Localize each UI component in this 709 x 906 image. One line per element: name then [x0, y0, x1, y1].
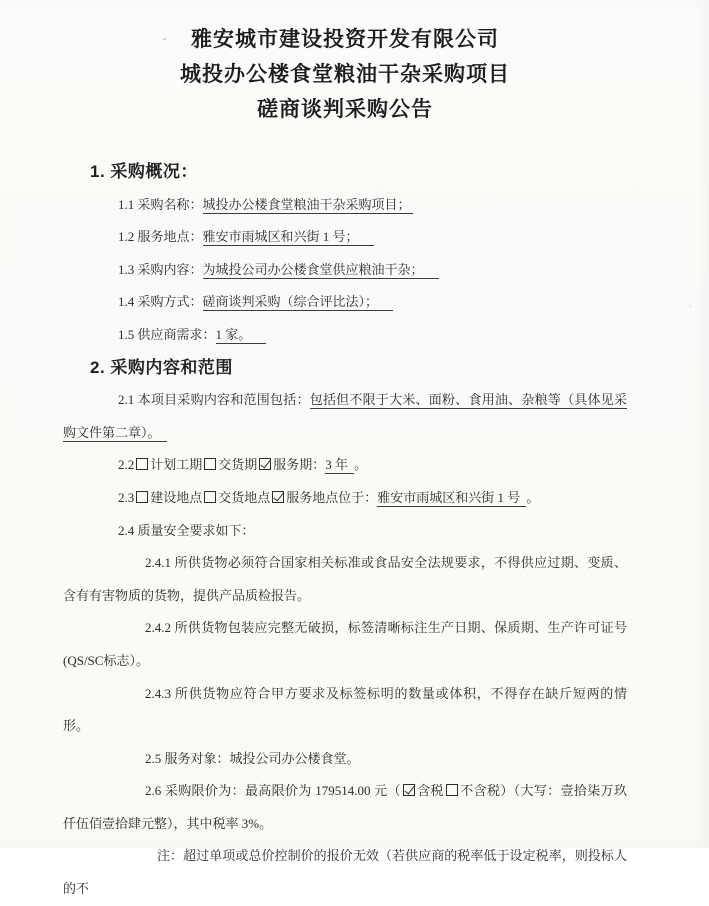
item-text: 不含税）（大写：壹拾柒万玖仟伍佰壹拾肆元整），其中税率 3%。: [63, 783, 627, 831]
item-text: 2.2: [118, 457, 135, 473]
item-label: 1.4 采购方式：: [118, 294, 203, 310]
item-label: 2.1 本项目采购内容和范围包括：: [118, 392, 310, 408]
item-text: 服务地点位于：: [286, 489, 378, 505]
delivery-period-checkbox-unchecked-icon: [204, 458, 216, 470]
item-2-4-3-quantity: 2.4.3 所供货物应符合甲方要求及标签标明的数量或体积，不得存在缺斤短两的情形。: [63, 685, 627, 734]
tax-included-checkbox-checked-icon: [403, 784, 415, 796]
item-procurement-content: [63, 254, 627, 287]
scan-speck: [689, 305, 691, 307]
item-label: 1.2 服务地点：: [118, 229, 203, 245]
item-text: 建设地点: [150, 489, 203, 505]
item-text: 2.3: [118, 489, 135, 505]
item-2-4-1-food-safety: 2.4.1 所供货物必须符合国家相关标准或食品安全法规要求，不得供应过期、变质、含有有害物质的货物，提供产品质检报告。: [63, 555, 627, 603]
item-value-underlined: 为城投公司办公楼食堂供应粮油干杂；: [203, 262, 439, 279]
item-supplier-demand: [63, 319, 627, 352]
item-value-underlined: 雅安市雨城区和兴街 1 号: [377, 490, 526, 507]
item-value-underlined: 1 家。: [216, 327, 267, 344]
document-title-block: [63, 0, 627, 127]
scan-speck: [163, 38, 166, 40]
note-price-control: 注：超过单项或总价控制价的报价无效（若供应商的税率低于设定税率，则投标人的不: [63, 848, 627, 897]
item-label: 1.3 采购内容：: [118, 261, 203, 277]
item-2-6-price-limit: [63, 775, 627, 840]
item-text: 。: [526, 489, 540, 505]
item-2-1-scope: [63, 384, 627, 449]
item-text: 交货地点: [218, 489, 271, 505]
item-value-underlined: 城投办公楼食堂粮油干杂采购项目；: [202, 196, 411, 212]
item-value-underlined: 雅安市雨城区和兴街 1 号；: [203, 229, 374, 246]
item-2-4-2-packaging: 2.4.2 所供货物包装应完整无破损，标签清晰标注生产日期、保质期、生产许可证号(QS/SC标志）。: [63, 620, 627, 668]
service-period-checkbox-checked-icon: [259, 458, 271, 470]
item-value-underlined: 磋商谈判采购（综合评比法）；: [203, 294, 394, 311]
tax-excluded-checkbox-unchecked-icon: [446, 784, 458, 796]
delivery-site-checkbox-unchecked-icon: [204, 491, 216, 503]
section-1-heading: 1. 采购概况：: [90, 162, 198, 181]
item-service-location: [63, 221, 627, 254]
section-procurement-overview: [63, 156, 627, 352]
doc-title-project: 城投办公楼食堂粮油干杂采购项目: [180, 62, 510, 86]
construction-site-checkbox-unchecked-icon: [136, 491, 148, 503]
item-2-2-service-period: [63, 449, 627, 482]
item-text: 2.6 采购限价为：最高限价为 179514.00 元（: [145, 783, 401, 799]
item-text: 。: [354, 457, 368, 473]
item-label: 1.1 采购名称：: [118, 196, 203, 212]
item-text: 含税: [416, 783, 444, 799]
doc-title-company: 雅安城市建设投资开发有限公司: [191, 27, 499, 51]
item-value-underlined: 包括但不限于大米、面粉、食用油、杂粮等（具体见采购文件第二章）。: [63, 392, 627, 440]
item-2-3-service-site: [63, 482, 627, 515]
item-value-underlined: 3 年: [325, 457, 354, 474]
section-2-heading: 2. 采购内容和范围: [90, 357, 233, 377]
item-text: 交货期: [218, 457, 258, 473]
item-procurement-name: [63, 189, 627, 222]
service-site-checkbox-checked-icon: [272, 491, 284, 503]
doc-title-notice-type: 磋商谈判采购公告: [257, 97, 433, 121]
item-2-4-quality-requirements: 2.4 质量安全要求如下：: [118, 522, 255, 538]
planned-duration-checkbox-unchecked-icon: [136, 458, 148, 470]
item-procurement-method: [63, 286, 627, 319]
section-procurement-scope: [63, 352, 627, 906]
item-text: 计划工期: [150, 457, 203, 473]
item-label: 1.5 供应商需求：: [118, 326, 216, 342]
item-text: 服务期：: [273, 457, 326, 473]
item-2-5-service-target: 2.5 服务对象：城投公司办公楼食堂。: [145, 750, 360, 766]
